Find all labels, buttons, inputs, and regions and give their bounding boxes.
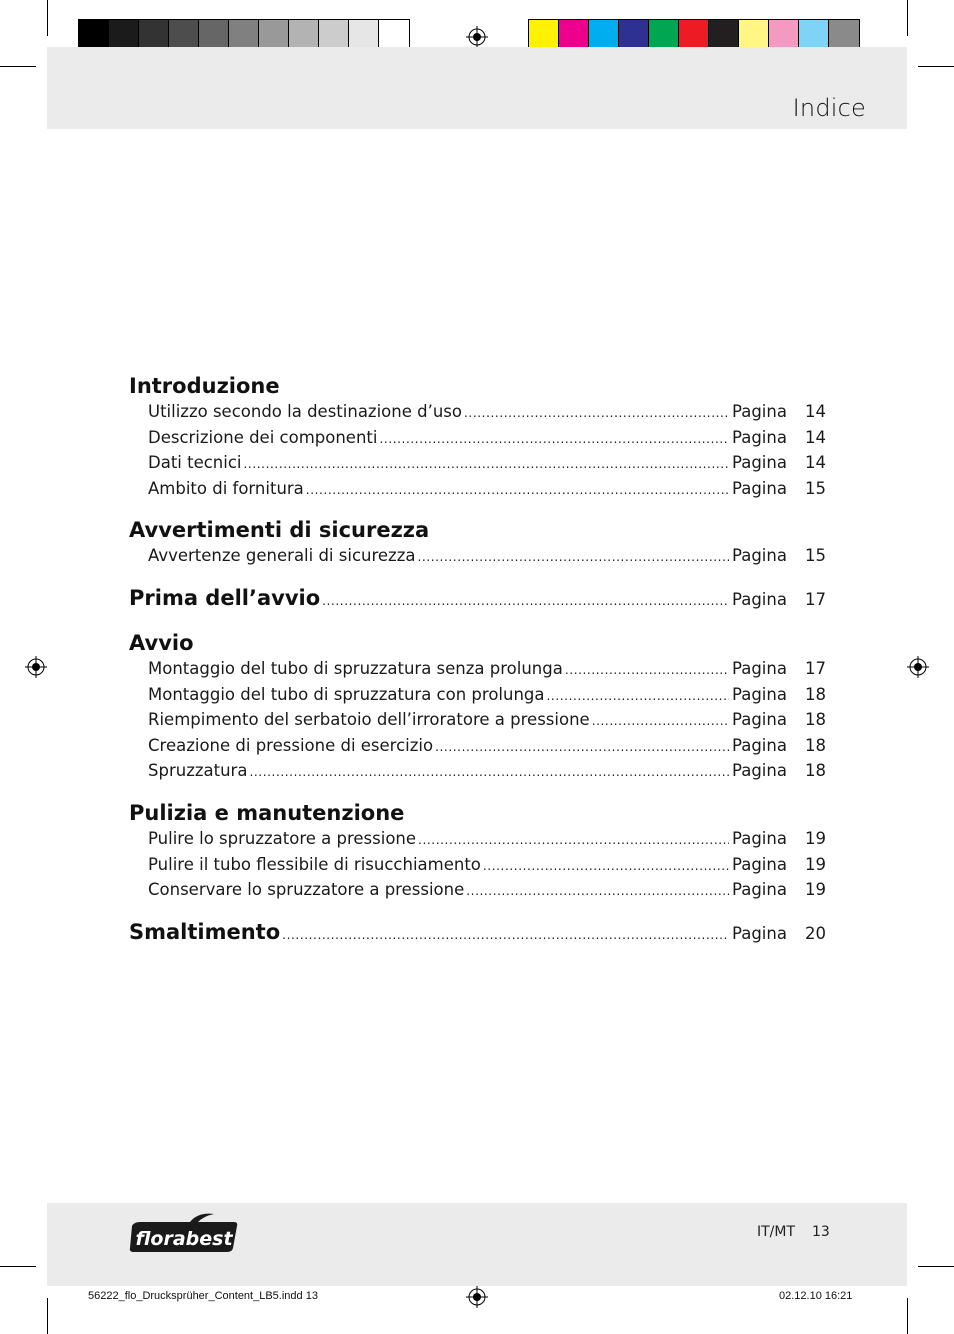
dot-leader (379, 427, 729, 452)
toc-section (129, 584, 826, 615)
color-swatch (619, 20, 649, 50)
color-swatch (379, 20, 409, 50)
color-swatch (829, 20, 859, 50)
page-label: Pagina (732, 658, 787, 678)
toc-entry-text: Montaggio del tubo di spruzzatura con prolunga (148, 684, 545, 704)
color-swatch (559, 20, 589, 50)
color-swatch (529, 20, 559, 50)
dot-leader (547, 684, 730, 709)
color-swatch (139, 20, 169, 50)
page-ref: 18 (805, 761, 826, 781)
registration-mark-icon (466, 1286, 488, 1308)
color-swatch (169, 20, 199, 50)
dot-leader (306, 478, 729, 503)
toc-main-entry (129, 918, 826, 949)
toc-entry-text: Conservare lo spruzzatore a pressione (148, 880, 465, 900)
dot-leader (435, 735, 729, 760)
dot-leader (565, 658, 729, 683)
page-ref: 19 (805, 880, 826, 900)
page-label: Pagina (732, 589, 787, 609)
crop-mark (47, 1298, 48, 1334)
toc-entry (129, 759, 826, 785)
toc-entry-text: Montaggio del tubo di spruzzatura senza prolunga (148, 658, 563, 678)
color-swatch (589, 20, 619, 50)
page-ref: 14 (805, 453, 826, 473)
language-code: IT/MT (757, 1224, 796, 1240)
toc-entry-text: Smaltimento (129, 919, 281, 944)
toc-section (129, 372, 826, 502)
toc-entry (129, 400, 826, 426)
toc-entry (129, 734, 826, 760)
crop-mark (918, 1266, 954, 1267)
header-band (47, 47, 907, 129)
toc-entry (129, 853, 826, 879)
page-label: Pagina (732, 684, 787, 704)
toc-entry (129, 878, 826, 904)
dot-leader (249, 760, 729, 785)
toc-section-title: Pulizia e manutenzione (129, 800, 405, 825)
page-label: Pagina (732, 402, 787, 421)
dot-leader (322, 587, 729, 615)
page-ref: 17 (805, 658, 826, 678)
color-swatch (799, 20, 829, 50)
toc-section (129, 629, 826, 785)
toc-entry (129, 827, 826, 853)
crop-mark (918, 66, 954, 67)
registration-mark-icon (25, 656, 47, 678)
dot-leader (417, 545, 729, 570)
toc-entry (129, 683, 826, 709)
toc-section-title: Introduzione (129, 374, 280, 398)
toc-entry-text: Riempimento del serbatoio dell’irroratore a pressione (148, 710, 590, 730)
page-ref: 15 (805, 478, 826, 498)
toc-main-entry (129, 584, 826, 615)
page-label: Pagina (732, 880, 787, 900)
page-label: Pagina (732, 854, 787, 874)
page-label: Pagina (732, 710, 787, 730)
toc-entry-text: Spruzzatura (148, 761, 248, 781)
page-ref: 20 (805, 923, 826, 943)
page-ref: 18 (805, 710, 826, 730)
color-swatch (289, 20, 319, 50)
color-swatch (259, 20, 289, 50)
toc-entry (129, 477, 826, 503)
page-label: Pagina (732, 453, 787, 473)
page-ref: 19 (805, 828, 826, 848)
table-of-contents (129, 372, 826, 963)
dot-leader (418, 828, 729, 853)
dot-leader (244, 452, 729, 477)
color-swatch (679, 20, 709, 50)
page-number: 13 (812, 1224, 830, 1240)
page-ref: 17 (805, 589, 826, 609)
registration-mark-icon (907, 656, 929, 678)
toc-entry-text: Utilizzo secondo la destinazione d’uso (148, 402, 462, 421)
toc-section-title: Avvertimenti di sicurezza (129, 518, 430, 543)
toc-entry-text: Creazione di pressione di esercizio (148, 735, 434, 755)
color-swatch (769, 20, 799, 50)
toc-section (129, 918, 826, 949)
dot-leader (592, 709, 729, 734)
file-slug: 56222_flo_Drucksprüher_Content_LB5.indd 13 (88, 1290, 318, 1302)
toc-section-title: Avvio (129, 630, 194, 655)
toc-entry-text: Ambito di fornitura (148, 478, 304, 498)
crop-mark (907, 1298, 908, 1334)
toc-entry-text: Prima dell’avvio (129, 585, 321, 610)
crop-mark (0, 1266, 36, 1267)
color-swatch (109, 20, 139, 50)
color-swatch (79, 20, 109, 50)
page-label: Pagina (732, 735, 787, 755)
page-label: Pagina (732, 546, 787, 566)
dot-leader (466, 879, 729, 904)
toc-entry-text: Descrizione dei componenti (148, 427, 378, 447)
toc-section (129, 799, 826, 904)
toc-entry-text: Dati tecnici (148, 453, 242, 473)
toc-entry (129, 544, 826, 570)
color-swatch (649, 20, 679, 50)
color-swatch (229, 20, 259, 50)
page-ref: 14 (805, 427, 826, 447)
dot-leader (464, 401, 729, 426)
dot-leader (483, 854, 729, 879)
crop-mark (0, 66, 36, 67)
page-title: Indice (792, 94, 866, 122)
toc-entry (129, 451, 826, 477)
page-label: Pagina (732, 923, 787, 943)
color-swatch (319, 20, 349, 50)
page-ref: 18 (805, 735, 826, 755)
toc-entry-text: Pulire lo spruzzatore a pressione (148, 828, 417, 848)
crop-mark (907, 0, 908, 36)
toc-entry (129, 708, 826, 734)
toc-entry-text: Avvertenze generali di sicurezza (148, 546, 416, 566)
svg-text:florabest: florabest (135, 1228, 233, 1250)
florabest-logo (128, 1212, 240, 1254)
color-swatch (739, 20, 769, 50)
page-label: Pagina (732, 761, 787, 781)
page-ref: 18 (805, 684, 826, 704)
registration-mark-icon (466, 26, 488, 48)
page-ref: 14 (805, 402, 826, 421)
toc-entry (129, 657, 826, 683)
toc-section (129, 516, 826, 570)
page-ref: 19 (805, 854, 826, 874)
page-label: Pagina (732, 478, 787, 498)
toc-entry (129, 426, 826, 452)
color-swatch (709, 20, 739, 50)
toc-entry-text: Pulire il tubo flessibile di risucchiamento (148, 854, 481, 874)
date-slug: 02.12.10 16:21 (779, 1290, 853, 1302)
page-ref: 15 (805, 546, 826, 566)
page-label: Pagina (732, 828, 787, 848)
color-swatch (349, 20, 379, 50)
crop-mark (47, 0, 48, 36)
dot-leader (282, 921, 729, 949)
page-label: Pagina (732, 427, 787, 447)
color-swatch (199, 20, 229, 50)
